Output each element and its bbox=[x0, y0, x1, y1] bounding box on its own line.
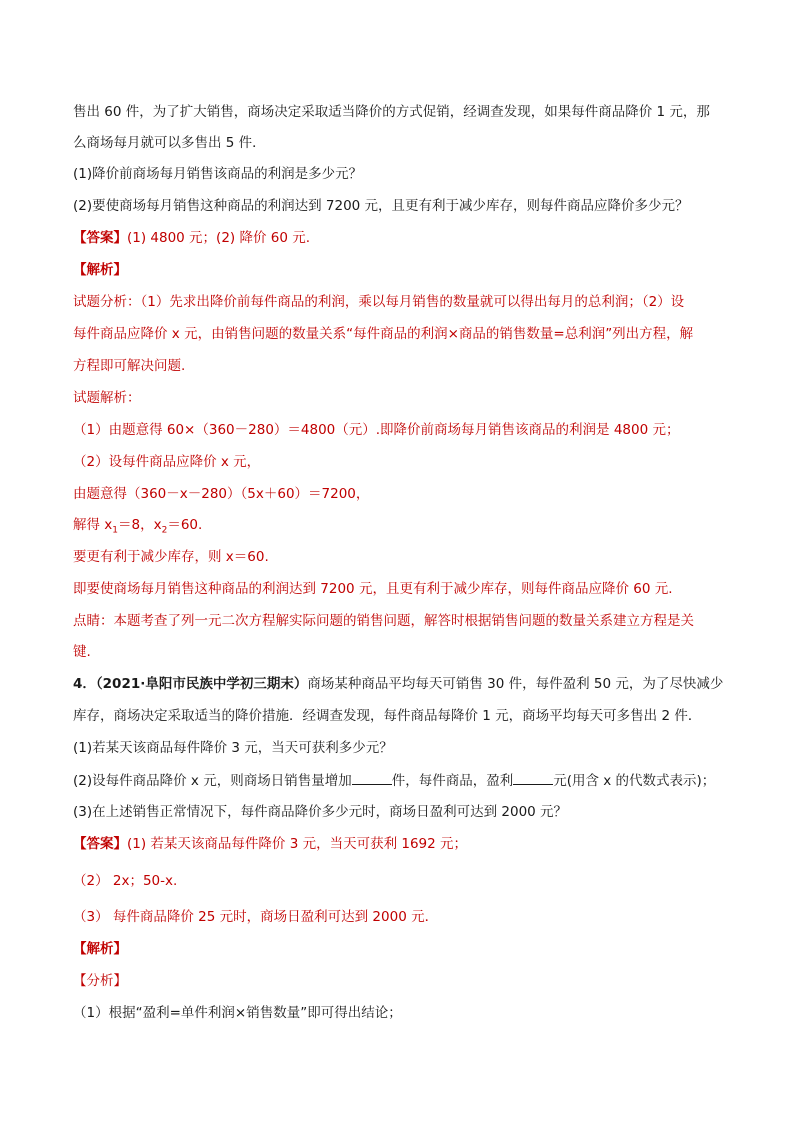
q4-number: 4． bbox=[73, 676, 96, 692]
q4-part2-a: (2)设每件商品降价 x 元，则商场日销售量增加 bbox=[73, 773, 352, 789]
q3-solution-line-6: 即要使商场每月销售这种商品的利润达到 7200 元，且更有利于减少库存，则每件商品应降价 60 元. bbox=[73, 581, 673, 597]
q3-analysis-line-2: 每件商品应降价 x 元，由销售问题的数量关系“每件商品的利润×商品的销售数量=总利润”列出方程，解 bbox=[73, 326, 694, 342]
answer-label: 【答案】 bbox=[73, 230, 127, 246]
q4-answer-line-2: （2） 2x；50-x. bbox=[73, 873, 178, 889]
intro-line-2: 么商场每月就可以多售出 5 件． bbox=[73, 135, 266, 151]
q3-analysis-line-1: 试题分析：（1）先求出降价前每件商品的利润，乘以每月销售的数量就可以得出每月的总利润；（2）设 bbox=[73, 294, 685, 310]
q3-solution-line-4 bbox=[73, 515, 202, 541]
q3-analysis-label: 【解析】 bbox=[73, 262, 127, 278]
q4-fenxi-line-1: （1）根据“盈利=单件利润×销售数量”即可得出结论； bbox=[73, 1005, 402, 1021]
q3-solution-line-2: （2）设每件商品应降价 x 元， bbox=[73, 454, 261, 470]
sol4-prefix: 解得 x bbox=[73, 517, 113, 533]
q3-answer bbox=[73, 228, 310, 248]
q4-part-2 bbox=[73, 770, 715, 791]
q3-solution-line-1: （1）由题意得 60×（360－280）＝4800（元）.即降价前商场每月销售该商品的利润是 4800 元； bbox=[73, 422, 680, 438]
q4-part-1: (1)若某天该商品每件降价 3 元，当天可获利多少元？ bbox=[73, 740, 393, 756]
q4-part2-c: 元(用含 x 的代数式表示)； bbox=[553, 773, 716, 789]
sol4-sub-1: 1 bbox=[112, 525, 119, 536]
answer-text: (1) 4800 元；(2) 降价 60 元. bbox=[127, 230, 311, 246]
q4-answer-line-1 bbox=[73, 834, 467, 854]
intro-line-1: 售出 60 件，为了扩大销售，商场决定采取适当降价的方式促销，经调查发现，如果每件商品降价 1 元，那 bbox=[73, 104, 710, 120]
q3-comment-line-2: 键. bbox=[73, 644, 91, 660]
q4-source: （2021·阜阳市民族中学初三期末） bbox=[95, 676, 308, 692]
q3-solution-label: 试题解析： bbox=[73, 390, 141, 406]
q3-part-1: (1)降价前商场每月销售该商品的利润是多少元？ bbox=[73, 166, 363, 182]
q4-stem-text: 商场某种商品平均每天可销售 30 件，每件盈利 50 元，为了尽快减少 bbox=[307, 676, 724, 692]
sol4-suffix: ＝60. bbox=[167, 517, 203, 533]
q3-solution-line-5: 要更有利于减少库存，则 x＝60. bbox=[73, 549, 269, 565]
sol4-sub-2: 2 bbox=[161, 525, 168, 536]
blank-sales-increase bbox=[352, 770, 392, 785]
q4-part2-b: 件，每件商品，盈利 bbox=[391, 773, 514, 789]
q3-comment-line-1: 点睛：本题考查了列一元二次方程解实际问题的销售问题，解答时根据销售问题的数量关系建立方程是关 bbox=[73, 613, 694, 629]
q3-analysis-line-3: 方程即可解决问题. bbox=[73, 358, 186, 374]
q3-part-2: (2)要使商场每月销售这种商品的利润达到 7200 元，且更有利于减少库存，则每件商品应降价多少元？ bbox=[73, 198, 689, 214]
q4-analysis-label: 【解析】 bbox=[73, 941, 127, 957]
q4-stem-line-2: 库存，商场决定采取适当的降价措施．经调查发现，每件商品每降价 1 元，商场平均每天可多售出 2 件． bbox=[73, 708, 702, 724]
q4-fenxi-label: 【分析】 bbox=[73, 973, 127, 989]
q4-answer-1: (1) 若某天该商品每件降价 3 元，当天可获利 1692 元； bbox=[127, 836, 468, 852]
q4-part-3: (3)在上述销售正常情况下，每件商品降价多少元时，商场日盈利可达到 2000 元？ bbox=[73, 804, 568, 820]
blank-profit-per-item bbox=[513, 770, 553, 785]
q4-answer-line-3: （3） 每件商品降价 25 元时，商场日盈利可达到 2000 元． bbox=[73, 909, 439, 925]
q4-answer-label: 【答案】 bbox=[73, 836, 127, 852]
q3-solution-line-3: 由题意得（360－x－280）（5x＋60）＝7200， bbox=[73, 486, 370, 502]
sol4-mid: ＝8，x bbox=[118, 517, 162, 533]
q4-stem-line-1 bbox=[73, 674, 723, 694]
